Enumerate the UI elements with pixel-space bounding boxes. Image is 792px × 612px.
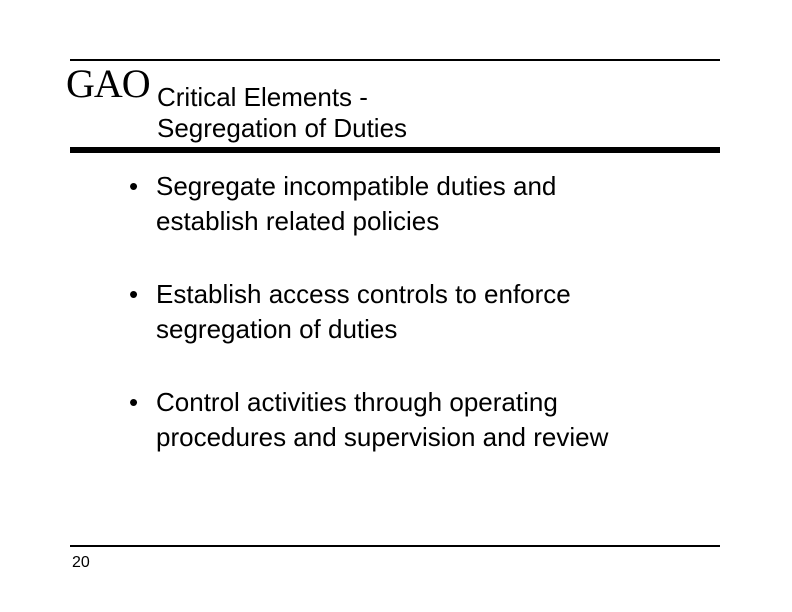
bullet-marker: •: [129, 171, 139, 201]
bullet-item: [129, 277, 736, 347]
bullet-text-line1: Control activities through operating: [156, 387, 558, 417]
bullet-text-line1: Segregate incompatible duties and: [156, 171, 557, 201]
footer-rule: [70, 545, 720, 547]
bullet-text-line2: procedures and supervision and review: [156, 422, 609, 452]
gao-logo: GAO: [66, 61, 150, 106]
bullet-text-line2: establish related policies: [156, 206, 440, 236]
slide-title: [157, 82, 407, 144]
page-number: 20: [72, 554, 90, 571]
bullet-text-line2: segregation of duties: [156, 314, 398, 344]
slide-title-line1: Critical Elements -: [157, 82, 368, 112]
bullet-list: [129, 169, 736, 455]
slide-title-line2: Segregation of Duties: [157, 113, 408, 143]
header-thick-rule: [70, 147, 720, 153]
bullet-marker: •: [129, 279, 139, 309]
bullet-item: [129, 385, 736, 455]
bullet-item: [129, 169, 736, 239]
bullet-marker: •: [129, 387, 139, 417]
header-top-rule: [70, 59, 720, 61]
bullet-text-line1: Establish access controls to enforce: [156, 279, 571, 309]
